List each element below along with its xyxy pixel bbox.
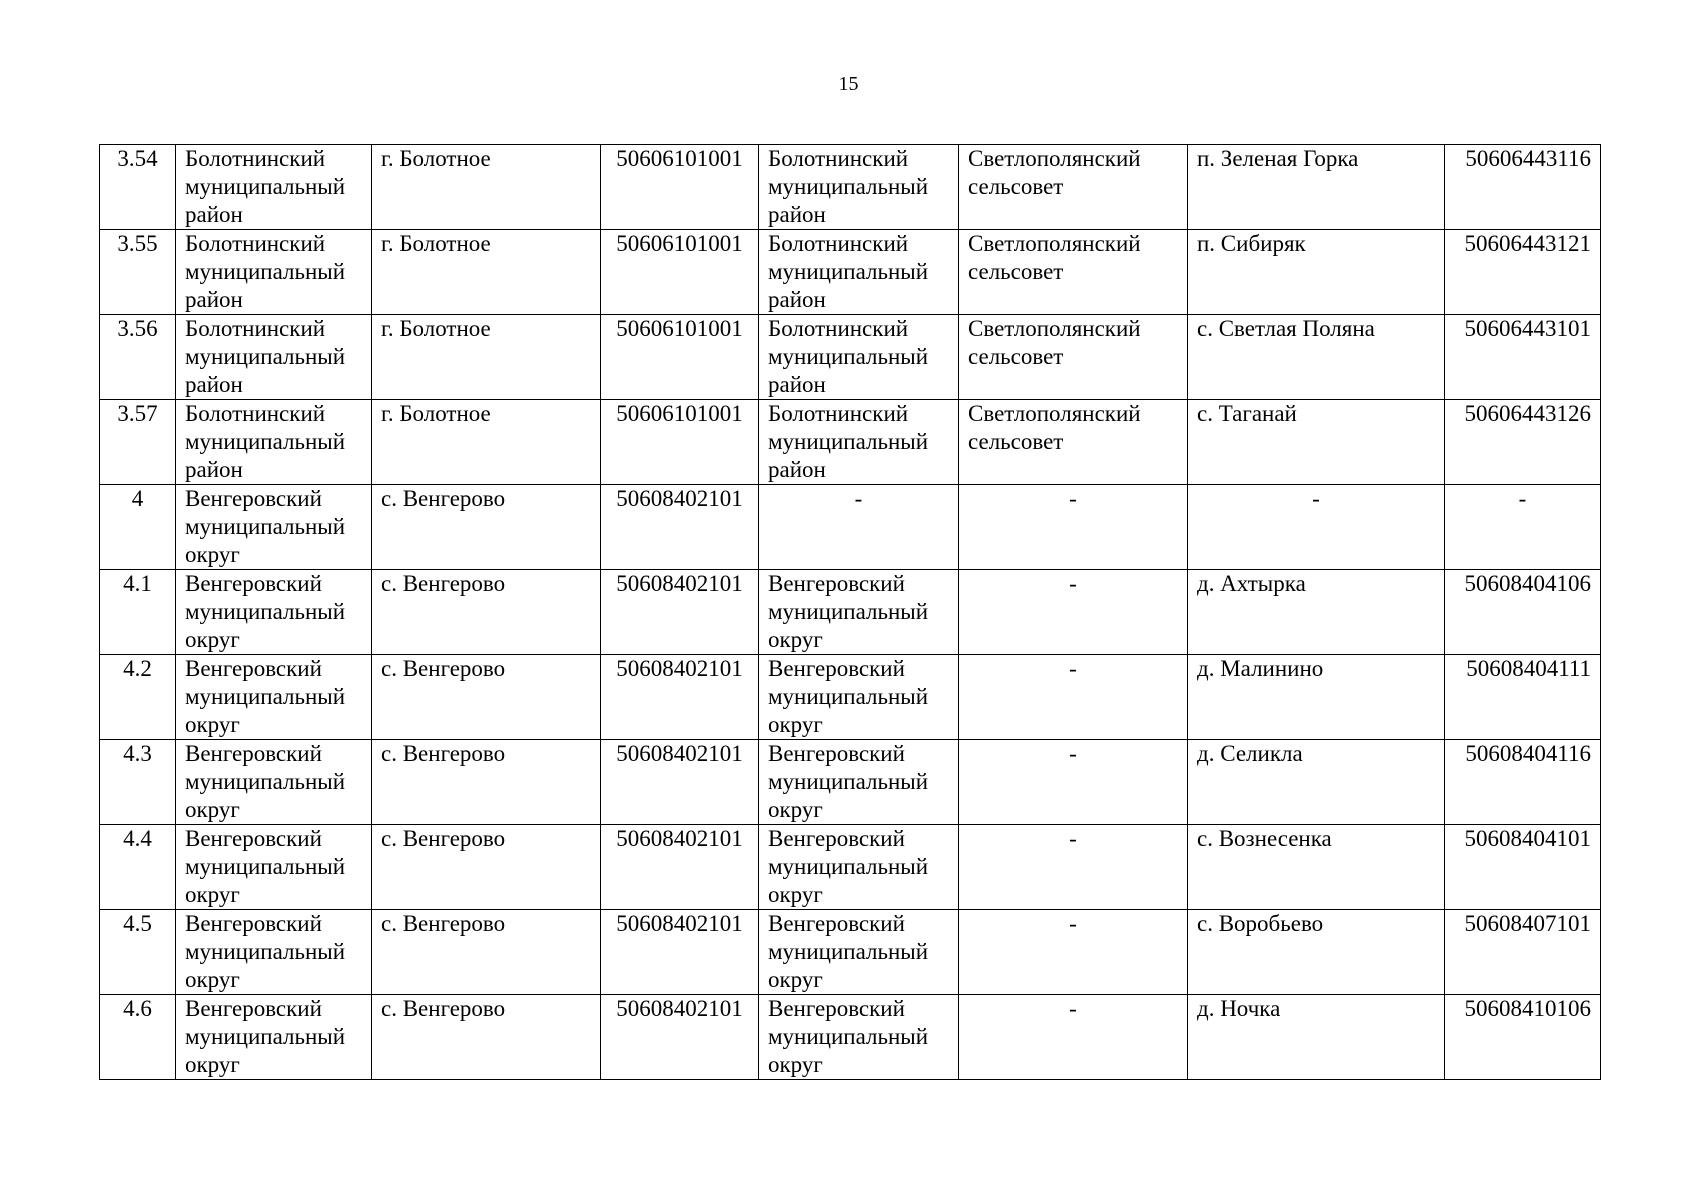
cell-row-number: 4.5	[100, 910, 176, 995]
table-row	[100, 655, 1601, 740]
cell-district: Венгеровский муниципальный округ	[176, 825, 372, 910]
cell-settlement: -	[959, 740, 1188, 825]
cell-district: Венгеровский муниципальный округ	[176, 910, 372, 995]
cell-locality-code: 50608407101	[1445, 910, 1601, 995]
cell-row-number: 4.4	[100, 825, 176, 910]
cell-center-code: 50608402101	[601, 570, 759, 655]
cell-settlement: -	[959, 995, 1188, 1080]
cell-locality: с. Светлая Поляна	[1188, 315, 1445, 400]
table-row	[100, 910, 1601, 995]
cell-center-code: 50606101001	[601, 315, 759, 400]
cell-municipality: Венгеровский муниципальный округ	[759, 570, 959, 655]
table-row	[100, 315, 1601, 400]
cell-municipality: Венгеровский муниципальный округ	[759, 995, 959, 1080]
cell-municipality: Венгеровский муниципальный округ	[759, 825, 959, 910]
cell-admin-center: г. Болотное	[372, 315, 601, 400]
cell-locality-code: 50608404116	[1445, 740, 1601, 825]
cell-district: Венгеровский муниципальный округ	[176, 655, 372, 740]
cell-row-number: 4	[100, 485, 176, 570]
cell-district: Венгеровский муниципальный округ	[176, 740, 372, 825]
cell-center-code: 50608402101	[601, 485, 759, 570]
cell-locality-code: 50606443121	[1445, 230, 1601, 315]
cell-district: Венгеровский муниципальный округ	[176, 995, 372, 1080]
cell-settlement: -	[959, 570, 1188, 655]
cell-locality: п. Сибиряк	[1188, 230, 1445, 315]
cell-municipality: Болотнинский муниципальный район	[759, 230, 959, 315]
cell-locality: с. Вознесенка	[1188, 825, 1445, 910]
cell-district: Венгеровский муниципальный округ	[176, 485, 372, 570]
cell-row-number: 4.6	[100, 995, 176, 1080]
cell-admin-center: г. Болотное	[372, 145, 601, 230]
cell-admin-center: г. Болотное	[372, 230, 601, 315]
cell-admin-center: с. Венгерово	[372, 485, 601, 570]
cell-locality-code: 50608404101	[1445, 825, 1601, 910]
cell-district: Венгеровский муниципальный округ	[176, 570, 372, 655]
cell-locality: с. Воробьево	[1188, 910, 1445, 995]
cell-locality: с. Таганай	[1188, 400, 1445, 485]
cell-admin-center: с. Венгерово	[372, 740, 601, 825]
cell-row-number: 3.57	[100, 400, 176, 485]
cell-municipality: Болотнинский муниципальный район	[759, 145, 959, 230]
cell-district: Болотнинский муниципальный район	[176, 400, 372, 485]
cell-locality-code: 50606443126	[1445, 400, 1601, 485]
cell-settlement: Светлополянский сельсовет	[959, 315, 1188, 400]
table-row	[100, 145, 1601, 230]
cell-locality: д. Ночка	[1188, 995, 1445, 1080]
cell-settlement: -	[959, 910, 1188, 995]
cell-admin-center: с. Венгерово	[372, 910, 601, 995]
table-row	[100, 825, 1601, 910]
cell-center-code: 50606101001	[601, 145, 759, 230]
cell-locality: д. Ахтырка	[1188, 570, 1445, 655]
cell-locality-code: 50608410106	[1445, 995, 1601, 1080]
cell-settlement: -	[959, 825, 1188, 910]
table-row	[100, 570, 1601, 655]
cell-center-code: 50608402101	[601, 825, 759, 910]
cell-municipality: Венгеровский муниципальный округ	[759, 740, 959, 825]
cell-locality: д. Малинино	[1188, 655, 1445, 740]
cell-center-code: 50608402101	[601, 740, 759, 825]
cell-settlement: Светлополянский сельсовет	[959, 230, 1188, 315]
cell-municipality: Болотнинский муниципальный район	[759, 315, 959, 400]
cell-center-code: 50606101001	[601, 230, 759, 315]
cell-locality-code: -	[1445, 485, 1601, 570]
cell-settlement: Светлополянский сельсовет	[959, 400, 1188, 485]
cell-locality-code: 50608404111	[1445, 655, 1601, 740]
cell-municipality: -	[759, 485, 959, 570]
cell-row-number: 4.2	[100, 655, 176, 740]
table-row	[100, 485, 1601, 570]
cell-settlement: -	[959, 485, 1188, 570]
cell-district: Болотнинский муниципальный район	[176, 315, 372, 400]
table-row	[100, 740, 1601, 825]
cell-center-code: 50608402101	[601, 910, 759, 995]
cell-locality: -	[1188, 485, 1445, 570]
cell-locality: п. Зеленая Горка	[1188, 145, 1445, 230]
cell-center-code: 50608402101	[601, 655, 759, 740]
cell-settlement: Светлополянский сельсовет	[959, 145, 1188, 230]
cell-municipality: Венгеровский муниципальный округ	[759, 655, 959, 740]
cell-admin-center: с. Венгерово	[372, 655, 601, 740]
cell-admin-center: с. Венгерово	[372, 825, 601, 910]
table-row	[100, 400, 1601, 485]
cell-locality-code: 50608404106	[1445, 570, 1601, 655]
table-row	[100, 230, 1601, 315]
cell-locality-code: 50606443101	[1445, 315, 1601, 400]
cell-admin-center: г. Болотное	[372, 400, 601, 485]
settlements-table	[99, 144, 1601, 1080]
table-body	[100, 145, 1601, 1080]
cell-locality-code: 50606443116	[1445, 145, 1601, 230]
cell-district: Болотнинский муниципальный район	[176, 145, 372, 230]
cell-row-number: 4.3	[100, 740, 176, 825]
cell-admin-center: с. Венгерово	[372, 995, 601, 1080]
cell-municipality: Болотнинский муниципальный район	[759, 400, 959, 485]
cell-district: Болотнинский муниципальный район	[176, 230, 372, 315]
cell-row-number: 3.56	[100, 315, 176, 400]
page-number: 15	[838, 73, 859, 95]
table-row	[100, 995, 1601, 1080]
cell-admin-center: с. Венгерово	[372, 570, 601, 655]
cell-municipality: Венгеровский муниципальный округ	[759, 910, 959, 995]
cell-settlement: -	[959, 655, 1188, 740]
cell-locality: д. Селикла	[1188, 740, 1445, 825]
cell-row-number: 3.55	[100, 230, 176, 315]
cell-row-number: 4.1	[100, 570, 176, 655]
cell-center-code: 50606101001	[601, 400, 759, 485]
cell-center-code: 50608402101	[601, 995, 759, 1080]
cell-row-number: 3.54	[100, 145, 176, 230]
